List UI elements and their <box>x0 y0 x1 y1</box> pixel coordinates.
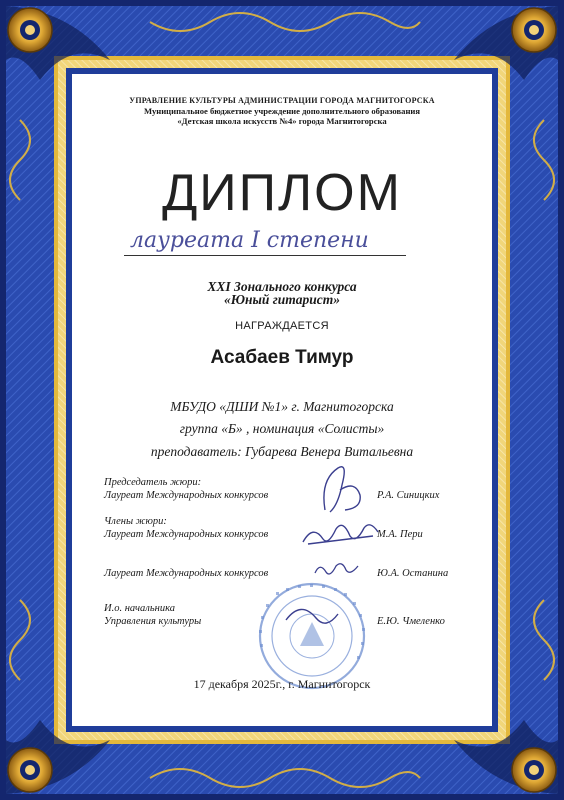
school-line: МБУДО «ДШИ №1» г. Магнитогорска <box>170 399 394 414</box>
official-stamp <box>256 580 368 692</box>
school-header: «Детская школа искусств №4» города Магнитогорска <box>177 116 387 126</box>
degree-underline <box>124 255 406 256</box>
jury-chair-title: Председатель жюри: <box>104 477 202 488</box>
teacher-line: преподаватель: Губарева Венера Витальевна <box>150 444 414 459</box>
awarded-label: НАГРАЖДАЕТСЯ <box>235 320 329 332</box>
date-location: 17 декабря 2025г., г. Магнитогорск <box>193 677 371 691</box>
culture-head-name: Е.Ю. Чмеленко <box>377 616 445 627</box>
jury-members-title: Члены жюри: <box>104 516 167 527</box>
jury-member-2-rank: Лауреат Международных конкурсов <box>104 568 269 579</box>
culture-head-title: И.о. начальника <box>104 603 176 614</box>
signature-member-2 <box>312 558 362 580</box>
signature-member-1 <box>298 514 388 554</box>
jury-member-1-name: М.А. Пери <box>377 529 423 540</box>
department-header: УПРАВЛЕНИЕ КУЛЬТУРЫ АДМИНИСТРАЦИИ ГОРОДА МАГНИТОГОРСКА <box>129 96 435 105</box>
jury-chair-rank: Лауреат Международных конкурсов <box>104 490 269 501</box>
group-nomination-line: группа «Б» , номинация «Солисты» <box>179 421 385 436</box>
jury-member-2-name: Ю.А. Останина <box>377 568 449 579</box>
page-title: ДИПЛОМ <box>162 164 402 222</box>
jury-chair-name: Р.А. Синицких <box>377 490 440 501</box>
signature-chair <box>300 460 380 520</box>
recipient-name: Асабаев Тимур <box>210 347 354 368</box>
culture-head-department: Управления культуры <box>104 616 202 627</box>
institution-header: Муниципальное бюджетное учреждение дополнительного образования <box>143 106 420 116</box>
degree-handwritten: лауреата I степени <box>130 228 369 253</box>
contest-name-line2: «Юный гитарист» <box>224 292 340 307</box>
contest-name-line1: XXI Зонального конкурса <box>207 279 357 294</box>
jury-member-1-rank: Лауреат Международных конкурсов <box>104 529 269 540</box>
